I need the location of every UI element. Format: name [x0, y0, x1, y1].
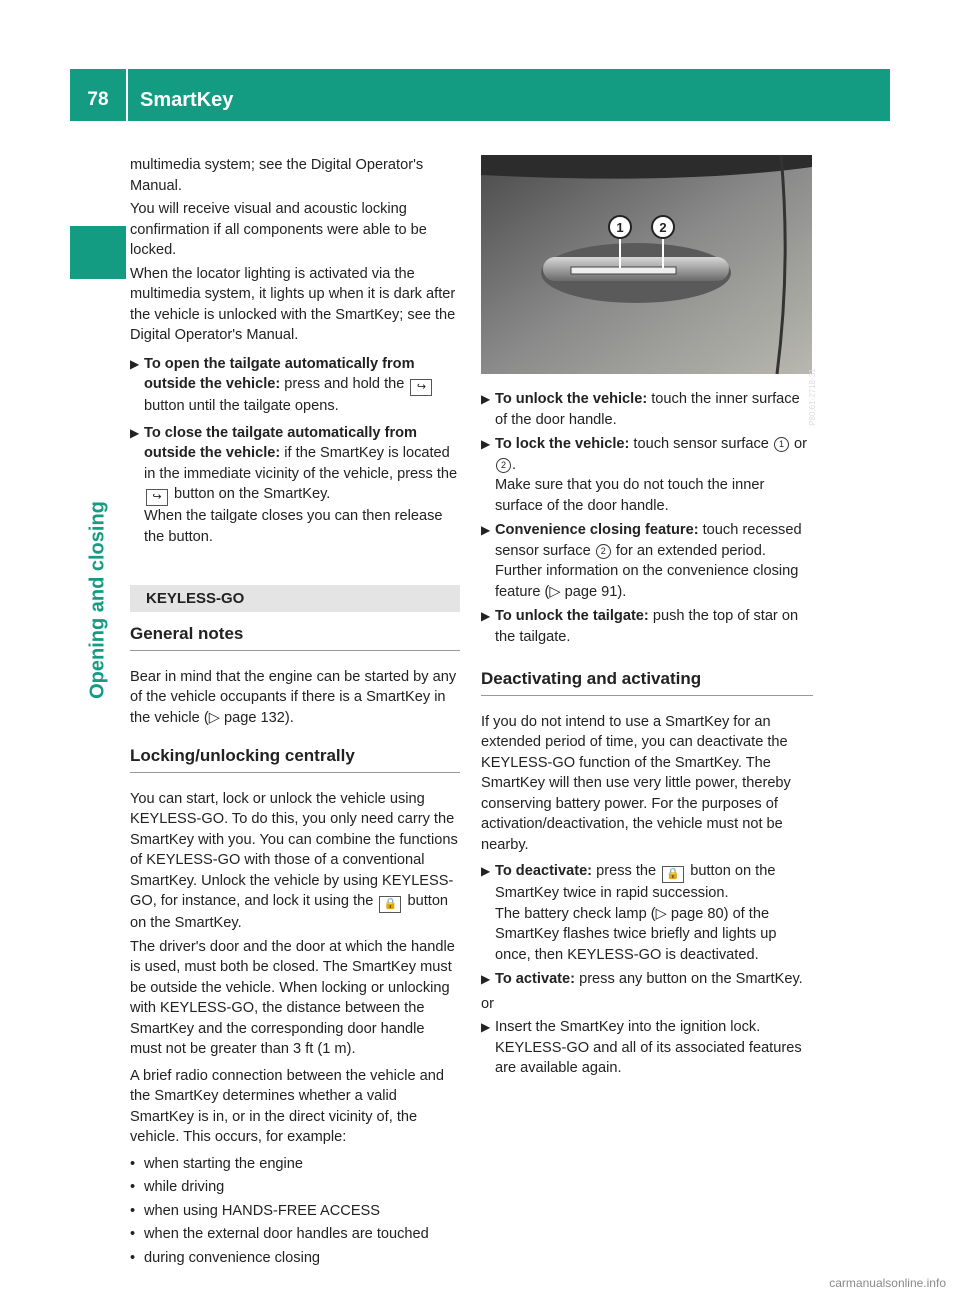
- instruction-step: [481, 861, 813, 965]
- list-item: [130, 1224, 460, 1245]
- page-ref-triangle-icon: ▷: [549, 583, 565, 600]
- page-title: SmartKey: [140, 89, 234, 111]
- chapter-tab: [70, 226, 126, 279]
- action-arrow-icon: ▶: [481, 437, 491, 451]
- list-item: [130, 1177, 460, 1198]
- text: Bear in mind that the engine can be started by any of the vehicle occupants if there is a SmartKey in the vehicle (: [130, 668, 457, 726]
- paragraph: When the locator lighting is activated via the multimedia system, it lights up when it is dark after the vehicle is unlocked with the SmartKey; see the Digital Operator's Manual.: [130, 265, 456, 343]
- sensor-2-icon: 2: [596, 544, 611, 559]
- paragraph: The driver's door and the door at which the handle is used, must both be closed. The SmartKey must be outside the vehicle. When locking or unlocking with KEYLESS-GO, the distance between the SmartKey and the corresponding door handle must not be greater than 3 ft (1 m).: [130, 938, 455, 1057]
- step-text: press and hold the: [280, 376, 409, 392]
- instruction-step: [481, 434, 813, 516]
- list-item-text: when starting the engine: [144, 1155, 304, 1172]
- footer-watermark: carmanualsonline.info: [829, 1276, 946, 1290]
- step-text: touch recessed sensor surface: [495, 522, 802, 559]
- chapter-label: Opening and closing: [86, 501, 109, 699]
- step-note: KEYLESS-GO and all of its associated features are available again.: [495, 1039, 802, 1076]
- paragraph: You will receive visual and acoustic locking confirmation if all components were able to be locked.: [130, 201, 427, 258]
- page-reference-link[interactable]: page 80: [670, 905, 724, 922]
- step-note: Further information on the convenience closing feature (: [495, 563, 799, 600]
- step-text: touch sensor surface: [629, 436, 773, 452]
- subheading-deactivating: Deactivating and activating: [481, 669, 813, 696]
- paragraph: [130, 667, 460, 729]
- left-column: [130, 155, 460, 1271]
- step-heading: To unlock the tailgate:: [495, 608, 649, 624]
- page-number: 78: [87, 89, 109, 110]
- step-text: for an extended period.: [611, 542, 766, 559]
- or-text: or: [481, 995, 494, 1012]
- instruction-step: [481, 606, 813, 647]
- page-ref-triangle-icon: ▷: [655, 905, 671, 922]
- text: button on the SmartKey.: [130, 893, 449, 931]
- subheading-general-notes: General notes: [130, 624, 460, 651]
- lock-key-icon: 🔒: [662, 866, 684, 883]
- action-arrow-icon: ▶: [481, 1020, 491, 1034]
- action-arrow-icon: ▶: [481, 523, 491, 537]
- instruction-step: [130, 354, 460, 417]
- section-title: KEYLESS-GO: [130, 585, 460, 612]
- step-note: ).: [617, 583, 627, 600]
- step-heading: Convenience closing feature:: [495, 522, 699, 538]
- step-text: press the: [592, 863, 661, 879]
- bullet-icon: •: [130, 1249, 136, 1266]
- list-item: [130, 1248, 460, 1269]
- right-column: [481, 389, 813, 1083]
- instruction-step: [130, 423, 460, 548]
- list-item-text: when the external door handles are touched: [144, 1226, 429, 1242]
- step-text: touch the inner surface of the door handle.: [495, 391, 800, 428]
- list-item: [130, 1154, 460, 1175]
- text: ).: [284, 709, 294, 726]
- list-item-text: during convenience closing: [144, 1249, 321, 1266]
- step-note: Make sure that you do not touch the inner surface of the door handle.: [495, 477, 765, 514]
- paragraph: multimedia system; see the Digital Operator's Manual.: [130, 157, 424, 194]
- action-arrow-icon: ▶: [481, 609, 491, 623]
- lock-key-icon: 🔒: [379, 896, 401, 913]
- callout-2: 2: [659, 220, 667, 235]
- door-handle-illustration: [481, 155, 812, 374]
- step-text: press any button on the SmartKey.: [575, 971, 803, 987]
- page-reference-link[interactable]: page 132: [223, 709, 285, 726]
- page-reference-link[interactable]: page 91: [564, 583, 618, 600]
- bullet-icon: •: [130, 1179, 136, 1195]
- subheading-locking: Locking/unlocking centrally: [130, 746, 460, 773]
- step-note: ) of the SmartKey flashes twice briefly and lights up once, then KEYLESS-GO is deactivated.: [495, 905, 777, 963]
- text: You can start, lock or unlock the vehicle using KEYLESS-GO. To do this, you only need carry the SmartKey with you. You can combine the functions of KEYLESS-GO with those of a conventional SmartKey. Unlock the vehicle by using KEYLESS-GO, for instance, and lock it using the: [130, 790, 458, 909]
- tailgate-key-icon: ↪: [410, 379, 432, 396]
- page-ref-triangle-icon: ▷: [208, 709, 224, 726]
- list-item-text: when using HANDS-FREE ACCESS: [144, 1202, 381, 1219]
- tailgate-key-icon: ↪: [146, 489, 168, 506]
- bullet-icon: •: [130, 1155, 136, 1172]
- step-text: button on the SmartKey twice in rapid succession.: [495, 863, 776, 901]
- step-text: if the SmartKey is located in the immediate vicinity of the vehicle, press the: [144, 445, 458, 482]
- instruction-step: [481, 520, 813, 602]
- step-heading: To lock the vehicle:: [495, 436, 630, 452]
- action-arrow-icon: ▶: [481, 392, 491, 406]
- bullet-icon: •: [130, 1202, 136, 1219]
- sensor-2-icon: 2: [496, 458, 511, 473]
- step-text: push the top of star on the tailgate.: [495, 608, 799, 645]
- action-arrow-icon: ▶: [130, 356, 140, 371]
- paragraph: If you do not intend to use a SmartKey for an extended period of time, you can deactivate the KEYLESS-GO function of the SmartKey. The SmartKey will then use very little power, thereby conserving battery power. For the purposes of activation/deactivation, the vehicle must not be nearby.: [481, 713, 791, 853]
- header-divider: [126, 69, 128, 121]
- step-heading: To deactivate:: [495, 863, 593, 879]
- instruction-step: [481, 969, 813, 990]
- action-arrow-icon: ▶: [481, 972, 491, 986]
- step-heading: To activate:: [495, 971, 576, 987]
- paragraph: [130, 789, 460, 934]
- step-heading: To open the tailgate automatically from outside the vehicle:: [144, 355, 415, 392]
- step-heading: To close the tailgate automatically from outside the vehicle:: [144, 424, 418, 461]
- step-heading: To unlock the vehicle:: [495, 391, 648, 407]
- step-text: or: [789, 436, 807, 452]
- sensor-1-icon: 1: [774, 437, 789, 452]
- step-text: When the tailgate closes you can then release the button.: [144, 508, 443, 545]
- paragraph: A brief radio connection between the vehicle and the SmartKey determines whether a valid SmartKey is in, or in the direct vicinity of, the vehicle. This occurs, for example:: [130, 1067, 444, 1145]
- list-item: [130, 1201, 460, 1222]
- bullet-icon: •: [130, 1226, 136, 1242]
- step-text: button on the SmartKey.: [170, 486, 331, 502]
- list-item-text: while driving: [144, 1179, 225, 1195]
- instruction-step: [481, 389, 813, 430]
- step-text: Insert the SmartKey into the ignition lock.: [495, 1019, 761, 1035]
- action-arrow-icon: ▶: [130, 425, 140, 440]
- image-code: P80.61-2718-31: [808, 368, 817, 426]
- step-text: button until the tailgate opens.: [144, 398, 339, 414]
- instruction-step: [481, 1017, 813, 1079]
- step-note: The battery check lamp (: [495, 905, 656, 922]
- action-arrow-icon: ▶: [481, 864, 491, 878]
- step-text: .: [512, 456, 517, 473]
- callout-1: 1: [616, 220, 624, 235]
